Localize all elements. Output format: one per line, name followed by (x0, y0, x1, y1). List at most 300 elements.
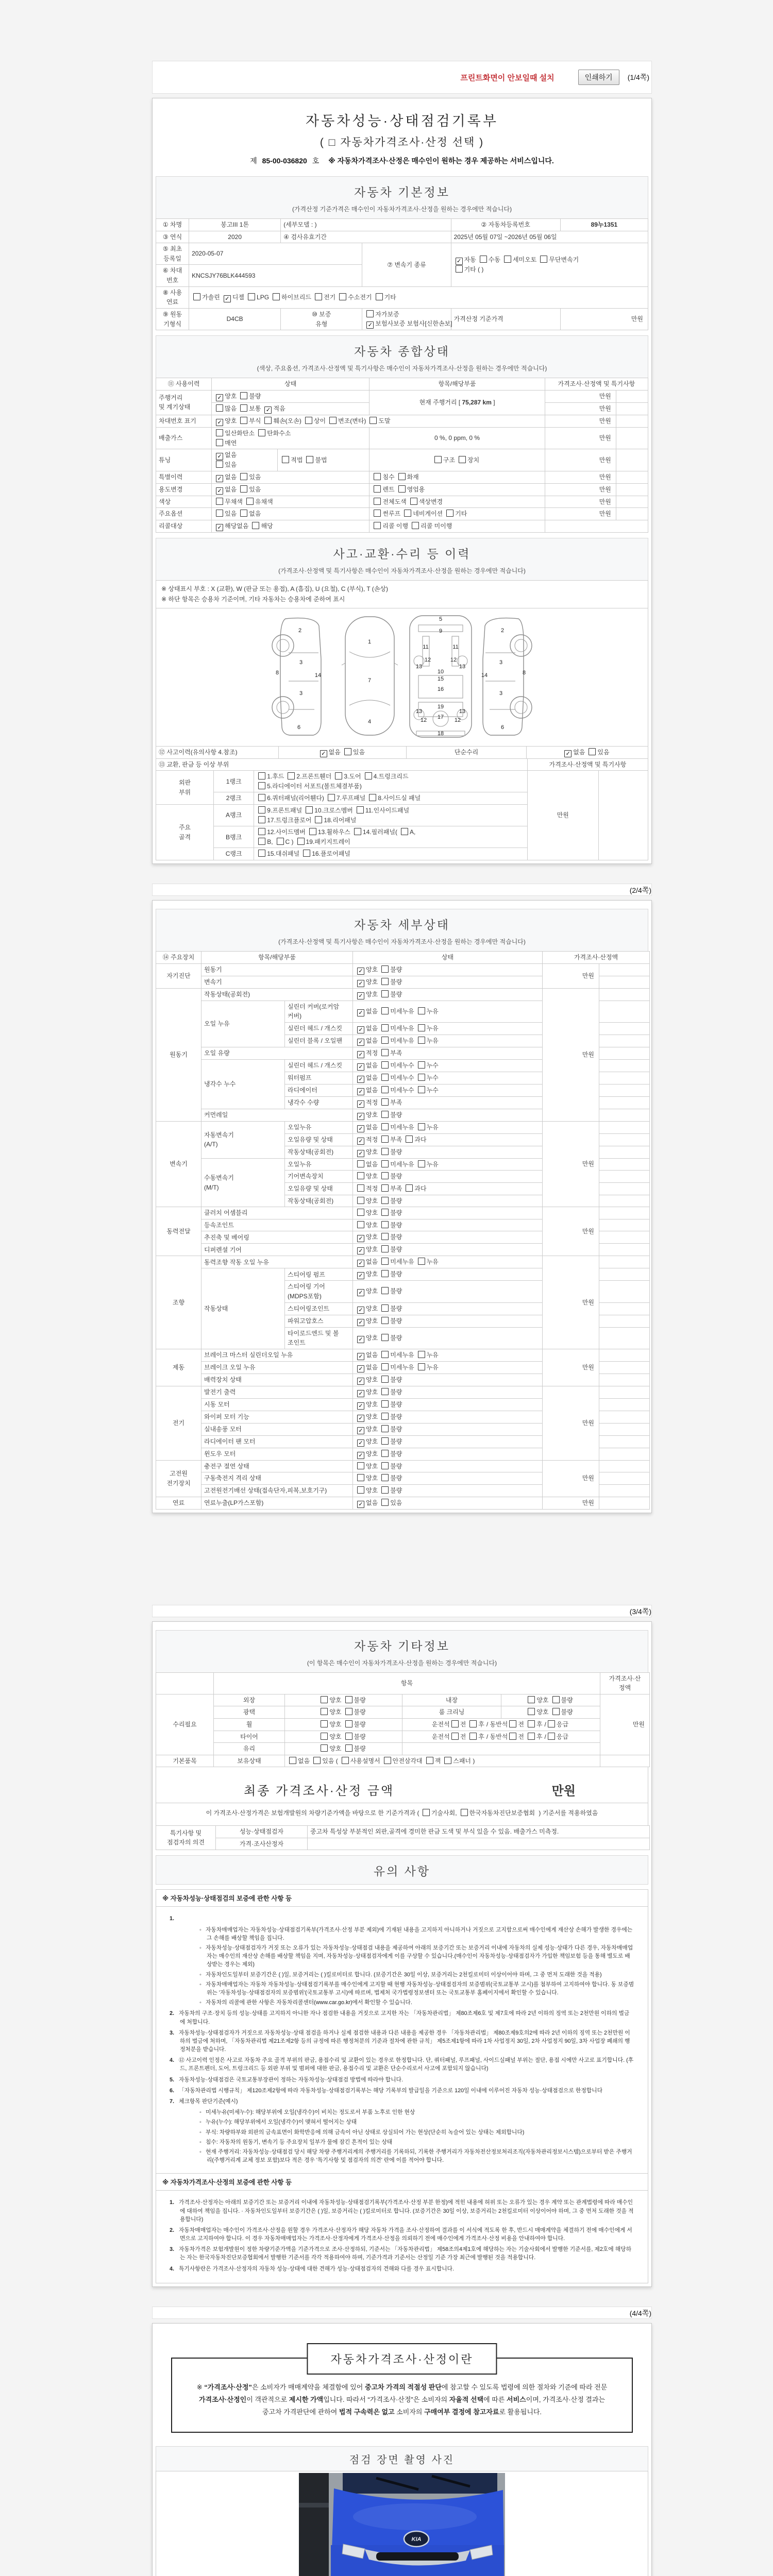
checkbox[interactable] (381, 1098, 402, 1108)
checkbox[interactable] (369, 416, 390, 426)
text: 만원 (599, 456, 611, 464)
checkbox-checked[interactable] (357, 1073, 378, 1083)
checkbox[interactable] (381, 1363, 414, 1372)
page-2 (152, 900, 652, 1513)
checkbox-checked[interactable] (357, 990, 378, 999)
checkbox-checked[interactable] (357, 1110, 378, 1120)
notice-heading: ※ 자동차성능·상태점검의 보증에 관한 사항 등 (156, 1889, 648, 1907)
checkbox[interactable] (381, 1232, 402, 1242)
checkbox[interactable] (345, 1720, 366, 1730)
checkbox[interactable] (540, 255, 579, 265)
checkbox[interactable] (412, 521, 452, 531)
checkbox[interactable] (315, 816, 356, 825)
checkbox-checked[interactable] (357, 1147, 378, 1157)
checkbox[interactable] (548, 1732, 568, 1742)
checkbox[interactable] (451, 1720, 466, 1730)
checkbox-checked[interactable] (357, 1304, 378, 1314)
form-cell (201, 1059, 285, 1109)
checkbox[interactable] (410, 497, 443, 507)
checkbox[interactable] (552, 1696, 573, 1705)
checkbox-label: 양호 (366, 1221, 378, 1229)
notice-bullet: ◦ 자동차매매업자는 자동차성능·상태점검기록부(가격조사·산정 부분 제외)에 기재된 내용을 고지하지 아니하거나 거짓으로 고지함으로써 매수인에게 재산상 손해가 발생한 경우에는 그 손해를 배상할 책임을 집니다. (199, 1926, 633, 1941)
checkbox[interactable] (406, 1135, 426, 1145)
checkbox[interactable] (418, 1086, 439, 1095)
checkbox-label: 과다 (414, 1136, 427, 1143)
checkbox[interactable] (258, 827, 306, 837)
checkbox[interactable] (381, 1425, 402, 1434)
checkbox[interactable] (216, 429, 255, 438)
checkbox[interactable] (240, 509, 261, 519)
checkbox-label: 적법 (291, 456, 303, 464)
checkbox-checked[interactable] (357, 1232, 378, 1242)
checkbox-checked[interactable] (216, 485, 237, 495)
checkbox[interactable] (357, 1172, 378, 1181)
checkbox[interactable] (328, 793, 365, 803)
checkbox[interactable] (258, 793, 324, 803)
text: ⑫ 사고이력(유의사항 4.참조) (159, 748, 238, 756)
checkbox-label: 사용설명서 (350, 1757, 380, 1765)
checkbox-icon: ✓ (357, 1439, 364, 1447)
checkbox[interactable] (381, 1462, 402, 1471)
checkbox[interactable] (357, 1196, 378, 1206)
checkbox-checked[interactable] (357, 1257, 378, 1267)
diagram-part-number: 4 (367, 718, 372, 725)
checkbox-icon (193, 293, 200, 300)
checkbox[interactable] (418, 1160, 439, 1170)
form-cell (201, 1361, 353, 1374)
checkbox[interactable] (357, 1462, 378, 1471)
checkbox-checked[interactable] (357, 1333, 378, 1343)
form-cell (285, 1694, 402, 1706)
checkbox-checked[interactable] (357, 1024, 378, 1033)
checkbox[interactable] (446, 509, 467, 519)
form-cell (599, 1146, 650, 1158)
form-cell (156, 427, 212, 449)
checkbox[interactable] (381, 1449, 402, 1459)
checkbox[interactable] (374, 521, 408, 531)
print-button[interactable]: 인쇄하기 (578, 70, 619, 85)
checkbox[interactable] (406, 1184, 426, 1194)
checkbox-checked[interactable] (357, 1135, 378, 1145)
checkbox[interactable] (528, 1707, 548, 1717)
form-cell (285, 1183, 353, 1195)
text: 상태 (284, 380, 297, 388)
text: 등록일 (163, 255, 181, 262)
checkbox-icon (357, 1209, 364, 1216)
checkbox-checked[interactable] (357, 1316, 378, 1326)
checkbox-icon (258, 806, 265, 814)
checkbox[interactable] (381, 1304, 402, 1314)
checkbox[interactable] (303, 849, 350, 859)
checkbox[interactable] (381, 965, 402, 975)
checkbox[interactable] (469, 1732, 484, 1742)
doc-number: 85-00-036820 (262, 157, 307, 165)
text: 휠 (246, 1720, 253, 1728)
checkbox[interactable] (335, 772, 361, 782)
section-etc-info (156, 1630, 648, 1673)
form-cell (216, 1838, 308, 1850)
checkbox-label: 양호 (329, 1720, 342, 1728)
checkbox-checked[interactable] (357, 1286, 378, 1296)
checkbox[interactable] (345, 1696, 366, 1705)
text: 만원 (582, 972, 595, 979)
checkbox-label: 양호 (329, 1696, 342, 1704)
detail-state (156, 951, 648, 1510)
text: 만원 (582, 1363, 595, 1371)
checkbox-icon (305, 417, 312, 424)
checkbox-label: 세미오토 (512, 256, 537, 264)
checkbox[interactable] (357, 806, 409, 816)
form-cell (543, 1256, 599, 1349)
text: 전기장치 (166, 1479, 191, 1487)
checkbox-checked[interactable] (357, 1269, 378, 1279)
checkbox-checked[interactable] (357, 1363, 378, 1372)
checkbox[interactable] (404, 509, 443, 519)
checkbox-checked[interactable] (357, 1437, 378, 1447)
checkbox[interactable] (444, 1756, 475, 1766)
form-cell (156, 1497, 201, 1509)
checkbox[interactable] (258, 837, 273, 847)
checkbox[interactable] (381, 1486, 402, 1496)
checkbox[interactable] (418, 1363, 439, 1372)
checkbox[interactable] (366, 310, 399, 319)
form-cell (189, 265, 362, 286)
checkbox[interactable] (426, 1756, 441, 1766)
checkbox-icon (240, 417, 247, 424)
checkbox[interactable] (381, 1412, 402, 1422)
checkbox[interactable] (374, 485, 394, 495)
checkbox-label: 미세누유 (390, 1024, 414, 1032)
checkbox[interactable] (381, 1196, 402, 1206)
checkbox-checked[interactable] (357, 1350, 378, 1360)
checkbox[interactable] (258, 782, 362, 791)
checkbox[interactable] (376, 293, 396, 302)
text: 배출가스 (159, 434, 183, 442)
form-cell (285, 1718, 402, 1731)
bold-text: 서비스 (507, 2395, 526, 2403)
checkbox[interactable] (381, 977, 402, 987)
checkbox[interactable] (381, 1387, 402, 1397)
checkbox[interactable] (313, 1756, 338, 1766)
checkbox-label: 전 (518, 1733, 524, 1740)
checkbox-checked[interactable] (357, 1007, 378, 1016)
checkbox[interactable] (381, 1350, 414, 1360)
checkbox-checked[interactable] (357, 1086, 378, 1095)
checkbox-checked[interactable] (357, 1387, 378, 1397)
checkbox-checked[interactable] (216, 416, 237, 426)
checkbox-checked[interactable] (357, 1449, 378, 1459)
checkbox-checked[interactable] (216, 472, 237, 482)
checkbox[interactable] (381, 1160, 414, 1170)
text: 항목 (400, 1679, 413, 1687)
checkbox[interactable] (398, 485, 425, 495)
checkbox-checked[interactable] (456, 255, 476, 265)
checkbox-checked[interactable] (357, 1498, 378, 1508)
checkbox-icon (345, 1708, 352, 1715)
checkbox[interactable] (357, 1208, 378, 1218)
form-cell (616, 390, 648, 402)
checkbox-label: 없음 (366, 1007, 378, 1015)
checkbox[interactable] (381, 1333, 402, 1343)
checkbox[interactable] (240, 404, 261, 414)
checkbox[interactable] (381, 1269, 402, 1279)
checkbox[interactable] (381, 1286, 402, 1296)
checkbox-checked[interactable] (216, 521, 248, 531)
install-printer-link[interactable]: 프린트화면이 안보일때 설치 (460, 73, 554, 82)
checkbox-icon (216, 439, 223, 446)
checkbox-label: 양호 (366, 1388, 378, 1396)
checkbox-label: 15.대쉬패널 (267, 850, 300, 858)
checkbox[interactable] (381, 1400, 402, 1410)
checkbox[interactable] (321, 1732, 341, 1742)
checkbox[interactable] (469, 1720, 484, 1730)
checkbox[interactable] (216, 460, 237, 470)
checkbox[interactable] (401, 827, 415, 837)
checkbox-checked[interactable] (357, 977, 378, 987)
text: 자기진단 (166, 972, 191, 979)
checkbox[interactable] (381, 1086, 414, 1095)
checkbox-label: 리콜 미이행 (421, 522, 452, 530)
checkbox[interactable] (589, 748, 609, 757)
checkbox[interactable] (381, 1048, 402, 1058)
checkbox[interactable] (289, 1756, 310, 1766)
checkbox[interactable] (240, 392, 261, 401)
form-cell (599, 1484, 650, 1497)
checkbox-checked[interactable] (357, 1400, 378, 1410)
checkbox[interactable] (357, 1184, 378, 1194)
text: 가격조사·산정액 및 특기사항 (558, 380, 635, 388)
checkbox[interactable] (528, 1696, 548, 1705)
form-cell (254, 848, 528, 860)
checkbox-checked[interactable] (357, 1425, 378, 1434)
checkbox[interactable] (434, 455, 455, 465)
checkbox[interactable] (273, 293, 311, 302)
checkbox[interactable] (384, 1756, 423, 1766)
form-cell (201, 1047, 353, 1059)
checkbox[interactable] (418, 1257, 439, 1267)
checkbox[interactable] (248, 293, 269, 302)
checkbox[interactable] (297, 837, 350, 847)
checkbox[interactable] (365, 772, 409, 782)
checkbox[interactable] (504, 255, 536, 265)
checkbox-label: 불량 (354, 1745, 366, 1753)
checkbox[interactable] (216, 404, 237, 414)
checkbox[interactable] (357, 1221, 378, 1230)
checkbox[interactable] (418, 1036, 439, 1046)
checkbox[interactable] (306, 806, 353, 816)
form-cell (369, 483, 545, 496)
bold-text: 89누1351 (591, 221, 618, 228)
checkbox[interactable] (381, 1172, 402, 1181)
checkbox-checked[interactable] (320, 748, 341, 757)
checkbox-icon (288, 772, 295, 779)
diagram-part-number: 14 (314, 672, 322, 679)
checkbox[interactable] (315, 293, 335, 302)
checkbox-checked[interactable] (357, 1098, 378, 1108)
checkbox[interactable] (381, 1135, 402, 1145)
checkbox-icon (381, 1049, 389, 1056)
checkbox[interactable] (381, 1147, 402, 1157)
checkbox[interactable] (381, 1375, 402, 1385)
checkbox[interactable] (369, 793, 421, 803)
checkbox[interactable] (423, 1808, 457, 1817)
checkbox[interactable] (381, 1007, 414, 1016)
checkbox[interactable] (528, 1720, 543, 1730)
text: 등속조인트 (204, 1221, 234, 1229)
checkbox[interactable] (258, 806, 302, 816)
checkbox[interactable] (216, 438, 237, 448)
checkbox[interactable] (321, 1696, 341, 1705)
form-cell (308, 1826, 650, 1838)
diagram-part-number: 12 (424, 656, 431, 663)
checkbox[interactable] (357, 1473, 378, 1483)
checkbox[interactable] (288, 772, 331, 782)
checkbox[interactable] (258, 772, 284, 782)
checkbox[interactable] (548, 1720, 568, 1730)
checkbox-checked[interactable] (264, 404, 285, 414)
checkbox[interactable] (216, 497, 243, 507)
checkbox[interactable] (321, 1720, 341, 1730)
checkbox-icon (369, 794, 376, 801)
checkbox-checked[interactable] (357, 1245, 378, 1255)
checkbox-checked[interactable] (216, 450, 237, 460)
form-cell (353, 1121, 543, 1133)
checkbox-label: 불량 (390, 1413, 402, 1420)
notice-heading: ※ 자동차가격조사·산정의 보증에 관한 사항 등 (156, 2173, 648, 2191)
checkbox[interactable] (509, 1732, 524, 1742)
checkbox[interactable] (509, 1720, 524, 1730)
checkbox[interactable] (374, 497, 406, 507)
checkbox[interactable] (418, 1123, 439, 1132)
checkbox[interactable] (342, 1756, 380, 1766)
checkbox[interactable] (240, 485, 261, 495)
form-cell (216, 1826, 308, 1838)
checkbox[interactable] (480, 255, 500, 265)
checkbox[interactable] (381, 1473, 402, 1483)
checkbox-checked[interactable] (357, 1123, 378, 1132)
text: 만원 (599, 485, 611, 493)
checkbox[interactable] (357, 1160, 378, 1170)
checkbox[interactable] (459, 455, 479, 465)
checkbox[interactable] (398, 472, 419, 482)
checkbox[interactable] (381, 1437, 402, 1447)
checkbox[interactable] (305, 416, 326, 426)
checkbox[interactable] (381, 1110, 402, 1120)
checkbox[interactable] (381, 1061, 414, 1071)
checkbox[interactable] (258, 849, 299, 859)
checkbox-checked[interactable] (357, 1036, 378, 1046)
checkbox[interactable] (240, 472, 261, 482)
checkbox[interactable] (193, 293, 220, 302)
checkbox[interactable] (381, 1184, 402, 1194)
form-cell (599, 1022, 650, 1035)
checkbox[interactable] (321, 1707, 341, 1717)
checkbox[interactable] (277, 837, 294, 847)
checkbox[interactable] (461, 1808, 535, 1817)
checkbox-icon (456, 265, 463, 273)
checkbox[interactable] (345, 1732, 366, 1742)
checkbox[interactable] (381, 1498, 402, 1508)
checkbox[interactable] (309, 827, 350, 837)
checkbox[interactable] (381, 1208, 402, 1218)
checkbox[interactable] (418, 1073, 439, 1083)
checkbox[interactable] (357, 1486, 378, 1496)
text: 작동상태(공회전) (288, 1148, 334, 1156)
checkbox[interactable] (418, 1350, 439, 1360)
checkbox[interactable] (418, 1061, 439, 1071)
checkbox-checked[interactable] (357, 965, 378, 975)
checkbox[interactable] (216, 509, 237, 519)
checkbox[interactable] (374, 472, 394, 482)
checkbox[interactable] (339, 293, 372, 302)
form-cell (353, 1183, 543, 1195)
checkbox-checked[interactable] (564, 748, 585, 757)
checkbox-checked[interactable] (224, 293, 244, 302)
checkbox[interactable] (264, 416, 301, 426)
checkbox[interactable] (552, 1707, 573, 1717)
checkbox[interactable] (258, 816, 311, 825)
checkbox[interactable] (306, 455, 327, 465)
checkbox[interactable] (381, 1024, 414, 1033)
checkbox-checked[interactable] (357, 1048, 378, 1058)
checkbox[interactable] (381, 1123, 414, 1132)
checkbox[interactable] (456, 265, 484, 275)
diagram-part-number: 12 (454, 717, 461, 723)
doc-number-line (156, 156, 648, 166)
checkbox[interactable] (246, 497, 273, 507)
checkbox[interactable] (329, 416, 366, 426)
checkbox[interactable] (528, 1732, 543, 1742)
checkbox[interactable] (381, 990, 402, 999)
checkbox[interactable] (344, 748, 365, 757)
checkbox[interactable] (381, 1073, 414, 1083)
form-cell (201, 1001, 285, 1047)
checkbox[interactable] (282, 455, 303, 465)
checkbox-checked[interactable] (366, 319, 452, 329)
diagram-legend (156, 580, 648, 608)
checkbox-label: 기술사회, (431, 1809, 457, 1817)
checkbox[interactable] (345, 1744, 366, 1754)
checkbox[interactable] (374, 509, 400, 519)
checkbox[interactable] (381, 1257, 414, 1267)
checkbox[interactable] (381, 1221, 402, 1230)
bold-text: 가격조사·산정인 (198, 2395, 247, 2403)
checkbox-icon (406, 1136, 413, 1143)
checkbox[interactable] (252, 521, 273, 531)
checkbox[interactable] (240, 416, 261, 426)
checkbox-checked[interactable] (216, 392, 237, 401)
form-cell (353, 1072, 543, 1084)
text: C랭크 (225, 850, 242, 858)
section-note: (가격조사·산정액 및 특기사항은 매수인이 자동차가격조사·산정을 원하는 경우에만 적습니다) (278, 567, 526, 574)
checkbox[interactable] (418, 1007, 439, 1016)
checkbox[interactable] (258, 429, 291, 438)
checkbox[interactable] (354, 827, 397, 837)
checkbox-checked[interactable] (357, 1412, 378, 1422)
checkbox[interactable] (418, 1024, 439, 1033)
checkbox-label: 양호 (366, 1111, 378, 1118)
checkbox[interactable] (345, 1707, 366, 1717)
diagram-part-number: 12 (420, 717, 427, 723)
checkbox-label: 적정 (366, 1185, 378, 1192)
checkbox[interactable] (321, 1744, 341, 1754)
checkbox-checked[interactable] (357, 1061, 378, 1071)
checkbox[interactable] (451, 1732, 466, 1742)
checkbox[interactable] (381, 1316, 402, 1326)
checkbox[interactable] (381, 1036, 414, 1046)
checkbox[interactable] (381, 1245, 402, 1255)
checkbox-checked[interactable] (357, 1375, 378, 1385)
